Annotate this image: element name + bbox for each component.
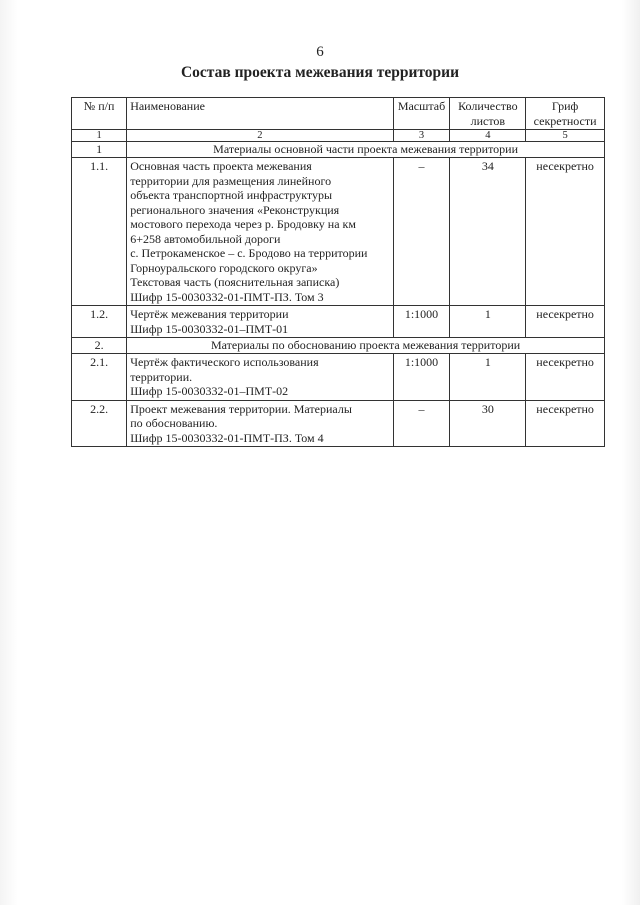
row-name-line: с. Петрокаменское – с. Бродово на территории (130, 246, 368, 260)
row-name-line: объекта транспортной инфраструктуры (130, 188, 333, 202)
row-name-line: Шифр 15-0030332-01-ПМТ-ПЗ. Том 4 (130, 430, 324, 445)
section-number: 2. (72, 338, 127, 354)
row-name-line: регионального значения «Реконструкция (130, 202, 340, 217)
row-name-line: 6+258 автомобильной дороги (130, 231, 281, 246)
row-name-line: Горноуральского городского округа» (130, 260, 318, 275)
row-name-line: Чертёж межевания территории (130, 307, 289, 321)
row-sheet-count: 34 (450, 158, 526, 306)
row-secrecy: несекретно (526, 354, 605, 401)
section-title: Материалы по обоснованию проекта межевания территории (127, 338, 605, 354)
row-scale: – (393, 158, 450, 306)
column-index-row (72, 130, 605, 142)
row-name-line: Шифр 15-0030332-01–ПМТ-01 (130, 321, 289, 336)
row-name-line: Чертёж фактического использования (130, 355, 319, 369)
row-scale: 1:1000 (393, 306, 450, 338)
section-row (72, 142, 605, 158)
row-name-line: Шифр 15-0030332-01-ПМТ-ПЗ. Том 3 (130, 289, 324, 304)
document-title: Состав проекта межевания территории (180, 64, 460, 81)
table-row (72, 158, 605, 306)
table-header-row (72, 98, 605, 130)
row-number: 2.1. (72, 354, 127, 401)
table-body (72, 142, 605, 447)
table-row (72, 306, 605, 338)
row-sheet-count: 1 (450, 306, 526, 338)
table-row (72, 400, 605, 447)
header-scale: Масштаб (393, 98, 450, 130)
row-name-line: Проект межевания территории. Материалы (130, 401, 352, 416)
table-row (72, 354, 605, 401)
row-sheet-count: 30 (450, 400, 526, 447)
column-index: 5 (526, 130, 605, 142)
row-number: 1.1. (72, 158, 127, 306)
section-title: Материалы основной части проекта межевания территории (127, 142, 605, 158)
column-index: 1 (72, 130, 127, 142)
row-name-line: Текстовая часть (пояснительная записка) (130, 275, 340, 289)
row-number: 1.2. (72, 306, 127, 338)
column-index: 2 (127, 130, 393, 142)
composition-table (71, 97, 605, 447)
row-name (127, 306, 393, 338)
header-grif: Гриф секретности (526, 98, 605, 130)
row-scale: 1:1000 (393, 354, 450, 401)
row-secrecy: несекретно (526, 306, 605, 338)
page-number: 6 (316, 44, 324, 60)
row-sheet-count: 1 (450, 354, 526, 401)
row-name-line: Шифр 15-0030332-01–ПМТ-02 (130, 384, 289, 398)
section-number: 1 (72, 142, 127, 158)
row-name (127, 400, 393, 447)
row-number: 2.2. (72, 400, 127, 447)
column-index: 3 (393, 130, 450, 142)
header-count: Количество листов (450, 98, 526, 130)
row-name-line: территории для размещения линейного (130, 173, 332, 188)
row-scale: – (393, 400, 450, 447)
row-name-line: территории. (130, 369, 193, 384)
row-name-line: по обоснованию. (130, 416, 218, 430)
row-secrecy: несекретно (526, 158, 605, 306)
row-name (127, 158, 393, 306)
header-num: № п/п (72, 98, 127, 130)
header-name: Наименование (127, 98, 393, 130)
column-index: 4 (450, 130, 526, 142)
row-name (127, 354, 393, 401)
row-name-line: Основная часть проекта межевания (130, 159, 312, 173)
section-row (72, 338, 605, 354)
row-name-line: мостового перехода через р. Бродовку на км (130, 217, 356, 231)
row-secrecy: несекретно (526, 400, 605, 447)
